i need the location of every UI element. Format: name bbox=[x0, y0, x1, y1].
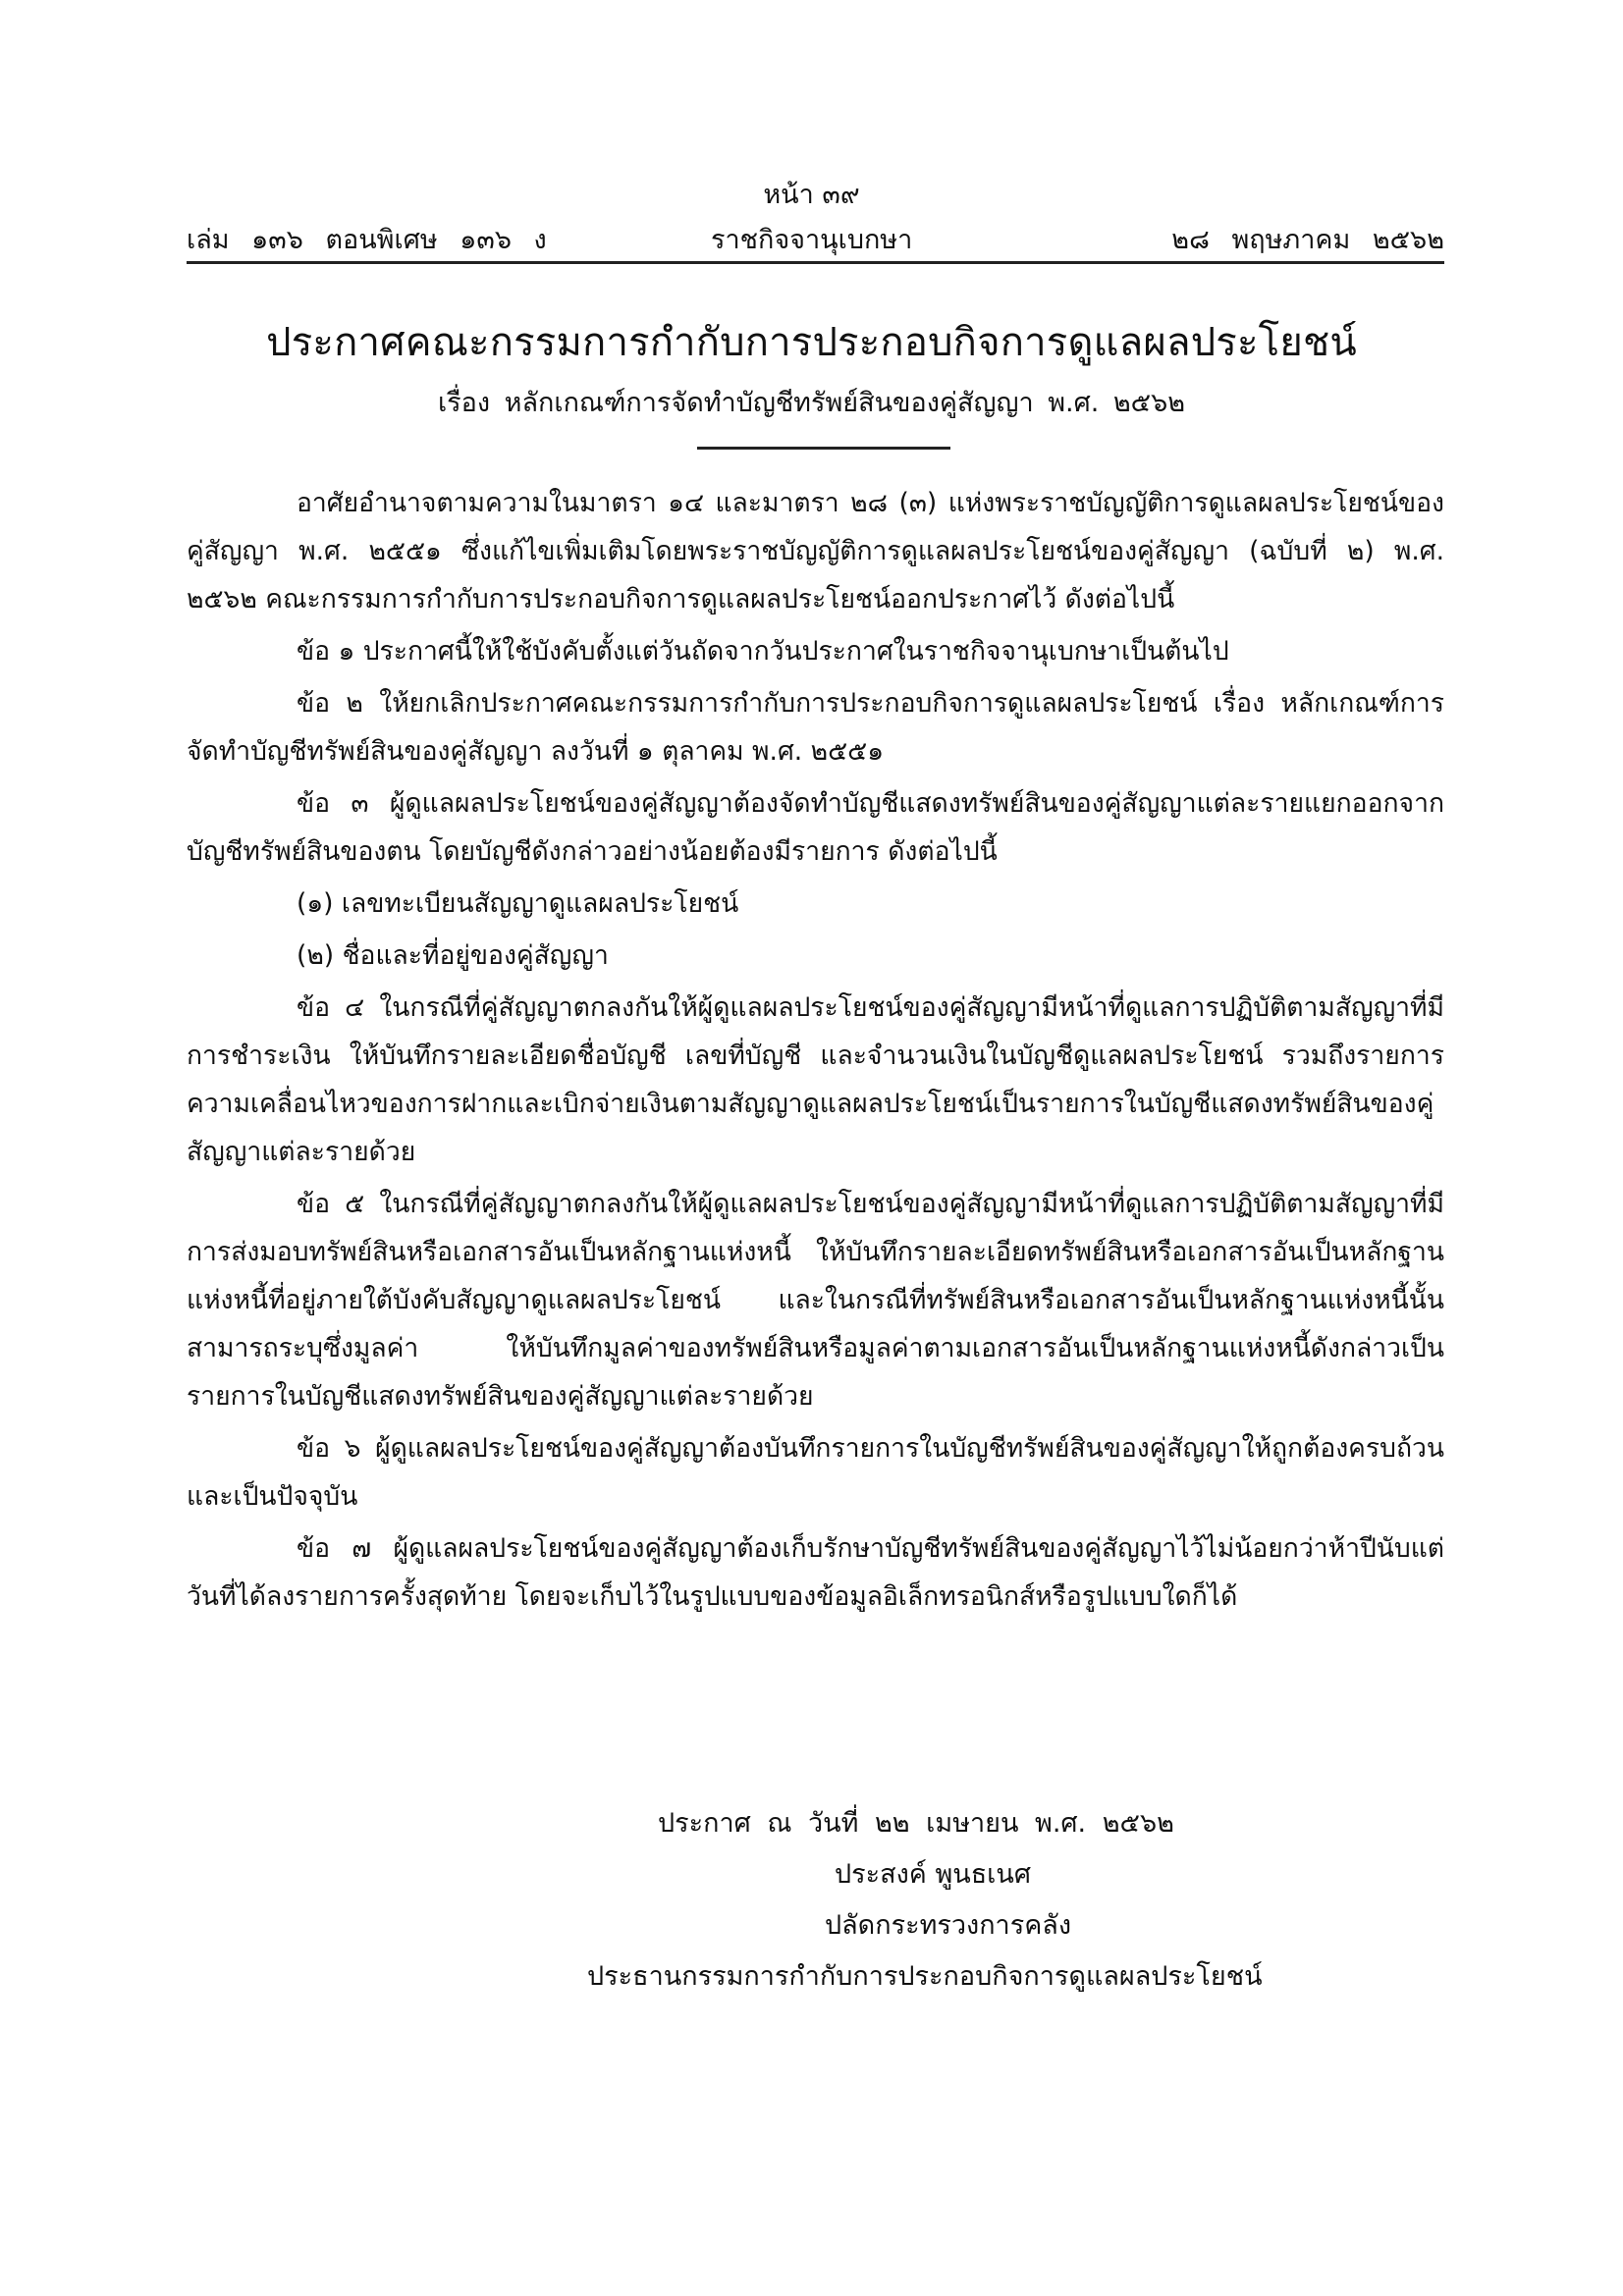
signature-block bbox=[511, 1798, 1492, 2002]
document-title: ประกาศคณะกรรมการกำกับการประกอบกิจการดูแลผลประโยชน์ bbox=[266, 320, 1357, 365]
clause-3-item-2: (๒) ชื่อและที่อยู่ของคู่สัญญา bbox=[297, 940, 609, 971]
preamble-paragraph: อาศัยอำนาจตามความในมาตรา ๑๔ และมาตรา ๒๘ (๓) แห่งพระราชบัญญัติการดูแลผลประโยชน์ของคู่สัญญา พ.ศ. ๒๕๕๑ ซึ่งแก้ไขเพิ่มเติมโดยพระราชบัญญัติการดูแลผลประโยชน์ของคู่สัญญา (ฉบับที่ ๒) พ.ศ. ๒๕๖๒ คณะกรรมการกำกับการประกอบกิจการดูแลผลประโยชน์ออกประกาศไว้ ดังต่อไปนี้ bbox=[187, 488, 1444, 614]
document-body bbox=[187, 479, 1444, 1621]
clause-2: ข้อ ๒ ให้ยกเลิกประกาศคณะกรรมการกำกับการประกอบกิจการดูแลผลประโยชน์ เรื่อง หลักเกณฑ์การจัดทำบัญชีทรัพย์สินของคู่สัญญา ลงวันที่ ๑ ตุลาคม พ.ศ. ๒๕๕๑ bbox=[187, 688, 1444, 767]
signatory-position-2: ประธานกรรมการกำกับการประกอบกิจการดูแลผลประโยชน์ bbox=[587, 1961, 1263, 1992]
clause-3: ข้อ ๓ ผู้ดูแลผลประโยชน์ของคู่สัญญาต้องจัดทำบัญชีแสดงทรัพย์สินของคู่สัญญาแต่ละรายแยกออกจากบัญชีทรัพย์สินของตน โดยบัญชีดังกล่าวอย่างน้อยต้องมีรายการ ดังต่อไปนี้ bbox=[187, 788, 1444, 867]
clause-1: ข้อ ๑ ประกาศนี้ให้ใช้บังคับตั้งแต่วันถัดจากวันประกาศในราชกิจจานุเบกษาเป็นต้นไป bbox=[297, 636, 1229, 667]
clause-7: ข้อ ๗ ผู้ดูแลผลประโยชน์ของคู่สัญญาต้องเก็บรักษาบัญชีทรัพย์สินของคู่สัญญาไว้ไม่น้อยกว่าห้าปีนับแต่วันที่ได้ลงรายการครั้งสุดท้าย โดยจะเก็บไว้ในรูปแบบของข้อมูลอิเล็กทรอนิกส์หรือรูปแบบใดก็ได้ bbox=[187, 1533, 1444, 1612]
volume-issue: เล่ม ๑๓๖ ตอนพิเศษ ๑๓๖ ง bbox=[187, 225, 547, 255]
title-divider bbox=[697, 447, 950, 450]
clause-4: ข้อ ๔ ในกรณีที่คู่สัญญาตกลงกันให้ผู้ดูแลผลประโยชน์ของคู่สัญญามีหน้าที่ดูแลการปฏิบัติตามสัญญาที่มีการชำระเงิน ให้บันทึกรายละเอียดชื่อบัญชี เลขที่บัญชี และจำนวนเงินในบัญชีดูแลผลประโยชน์ รวมถึงรายการความเคลื่อนไหวของการฝากและเบิกจ่ายเงินตามสัญญาดูแลผลประโยชน์เป็นรายการในบัญชีแสดงทรัพย์สินของคู่สัญญาแต่ละรายด้วย bbox=[187, 992, 1444, 1167]
document-subtitle: เรื่อง หลักเกณฑ์การจัดทำบัญชีทรัพย์สินของคู่สัญญา พ.ศ. ๒๕๖๒ bbox=[437, 388, 1186, 418]
signature-date: ประกาศ ณ วันที่ ๒๒ เมษายน พ.ศ. ๒๕๖๒ bbox=[658, 1808, 1174, 1839]
clause-6: ข้อ ๖ ผู้ดูแลผลประโยชน์ของคู่สัญญาต้องบันทึกรายการในบัญชีทรัพย์สินของคู่สัญญาให้ถูกต้องครบถ้วนและเป็นปัจจุบัน bbox=[187, 1433, 1444, 1512]
publication-date: ๒๘ พฤษภาคม ๒๕๖๒ bbox=[1171, 225, 1444, 255]
clause-5: ข้อ ๕ ในกรณีที่คู่สัญญาตกลงกันให้ผู้ดูแลผลประโยชน์ของคู่สัญญามีหน้าที่ดูแลการปฏิบัติตามสัญญาที่มีการส่งมอบทรัพย์สินหรือเอกสารอันเป็นหลักฐานแห่งหนี้ ให้บันทึกรายละเอียดทรัพย์สินหรือเอกสารอันเป็นหลักฐานแห่งหนี้ที่อยู่ภายใต้บังคับสัญญาดูแลผลประโยชน์ และในกรณีที่ทรัพย์สินหรือเอกสารอันเป็นหลักฐานแห่งหนี้นั้นสามารถระบุซึ่งมูลค่า ให้บันทึกมูลค่าของทรัพย์สินหรือมูลค่าตามเอกสารอันเป็นหลักฐานแห่งหนี้ดังกล่าวเป็นรายการในบัญชีแสดงทรัพย์สินของคู่สัญญาแต่ละรายด้วย bbox=[187, 1189, 1444, 1412]
page-number: หน้า ๓๙ bbox=[763, 180, 860, 210]
publication-name: ราชกิจจานุเบกษา bbox=[711, 225, 913, 255]
header-divider bbox=[187, 261, 1444, 264]
signatory-name: ประสงค์ พูนธเนศ bbox=[835, 1859, 1032, 1890]
signatory-position-1: ปลัดกระทรวงการคลัง bbox=[825, 1910, 1072, 1941]
clause-3-item-1: (๑) เลขทะเบียนสัญญาดูแลผลประโยชน์ bbox=[297, 888, 739, 919]
